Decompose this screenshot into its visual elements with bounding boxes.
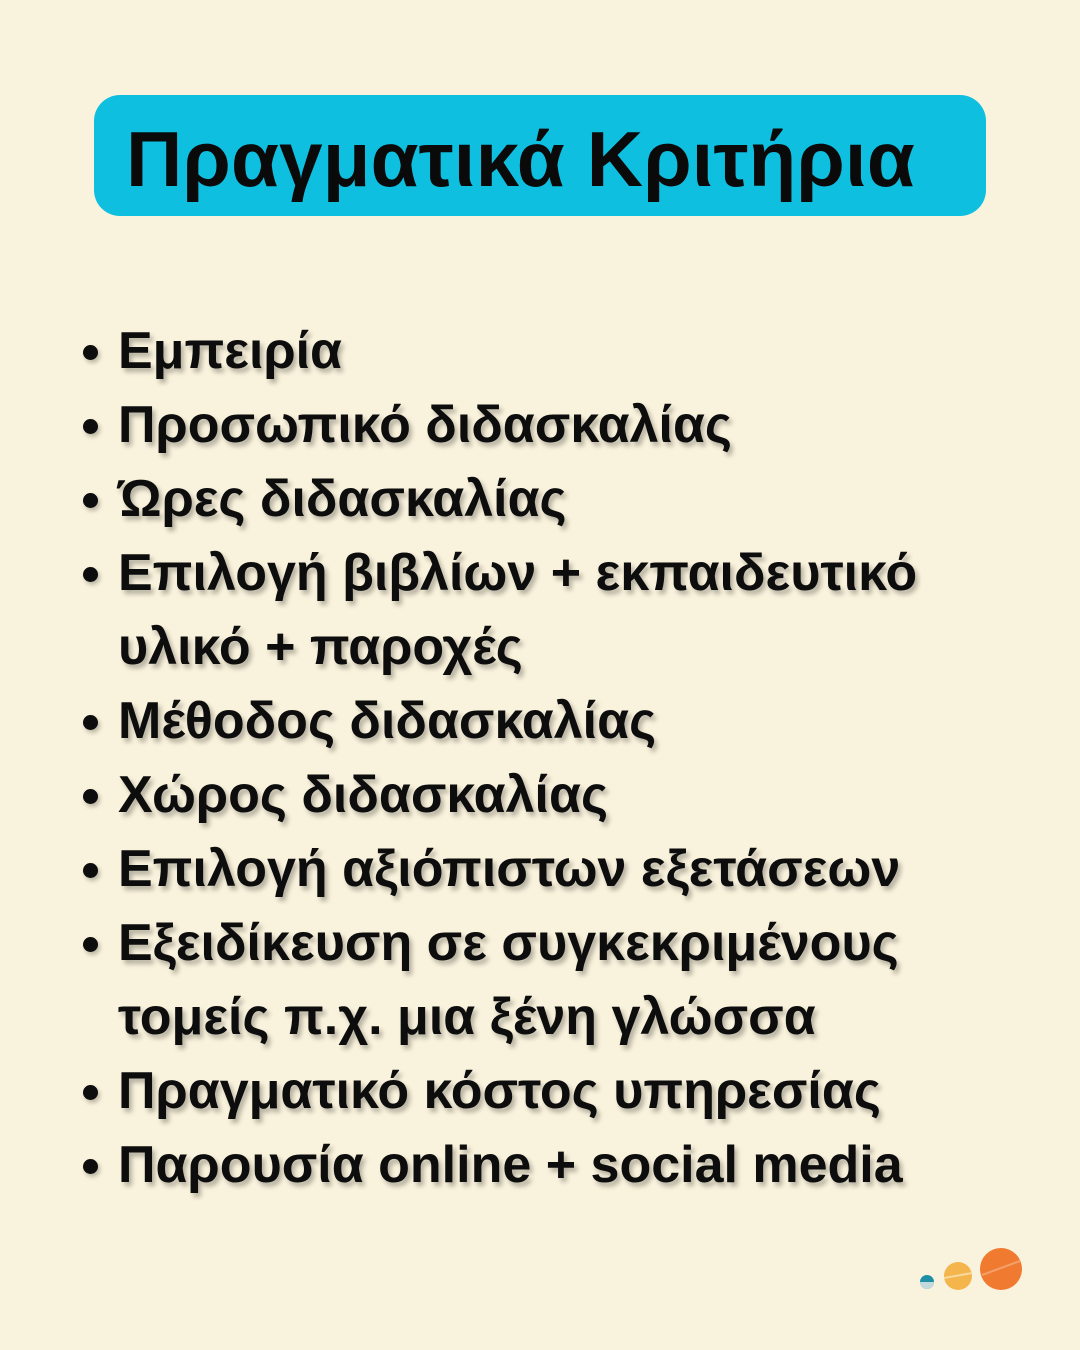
list-item-text: Μέθοδος διδασκαλίας [118,692,657,750]
bullet-icon [83,345,98,360]
bullet-icon [83,493,98,508]
list-item [78,462,978,536]
list-item-text: Εμπειρία [118,322,343,380]
list-item-text: Επιλογή βιβλίων + εκπαιδευτικό υλικό + παροχές [118,544,918,676]
bullet-icon [83,419,98,434]
three-dots-logo-icon [916,1244,1028,1296]
list-item-text: Ώρες διδασκαλίας [118,470,567,528]
bullet-icon [83,863,98,878]
list-item [78,1128,978,1202]
bullet-icon [83,1085,98,1100]
list-item [78,684,978,758]
criteria-list [78,314,978,1202]
list-item [78,536,978,684]
list-item [78,1054,978,1128]
list-item-text: Χώρος διδασκαλίας [118,766,609,824]
bullet-icon [83,715,98,730]
list-item-text: Προσωπικό διδασκαλίας [118,396,732,454]
bullet-icon [83,789,98,804]
logo-dot-medium [944,1262,972,1290]
bullet-icon [83,1159,98,1174]
logo-dot-small [920,1275,934,1289]
list-item-text: Πραγματικό κόστος υπηρεσίας [118,1062,881,1120]
logo-dot-large [980,1248,1022,1290]
bullet-icon [83,937,98,952]
list-item [78,832,978,906]
list-item-text: Παρουσία online + social media [118,1136,903,1194]
list-item-text: Επιλογή αξιόπιστων εξετάσεων [118,840,901,898]
list-item [78,758,978,832]
bullet-icon [83,567,98,582]
title-banner [94,95,986,216]
list-item [78,314,978,388]
list-item [78,906,978,1054]
page-title: Πραγματικά Κριτήρια [126,114,915,203]
list-item [78,388,978,462]
list-item-text: Εξειδίκευση σε συγκεκριμένους τομείς π.χ. μια ξένη γλώσσα [118,914,899,1046]
